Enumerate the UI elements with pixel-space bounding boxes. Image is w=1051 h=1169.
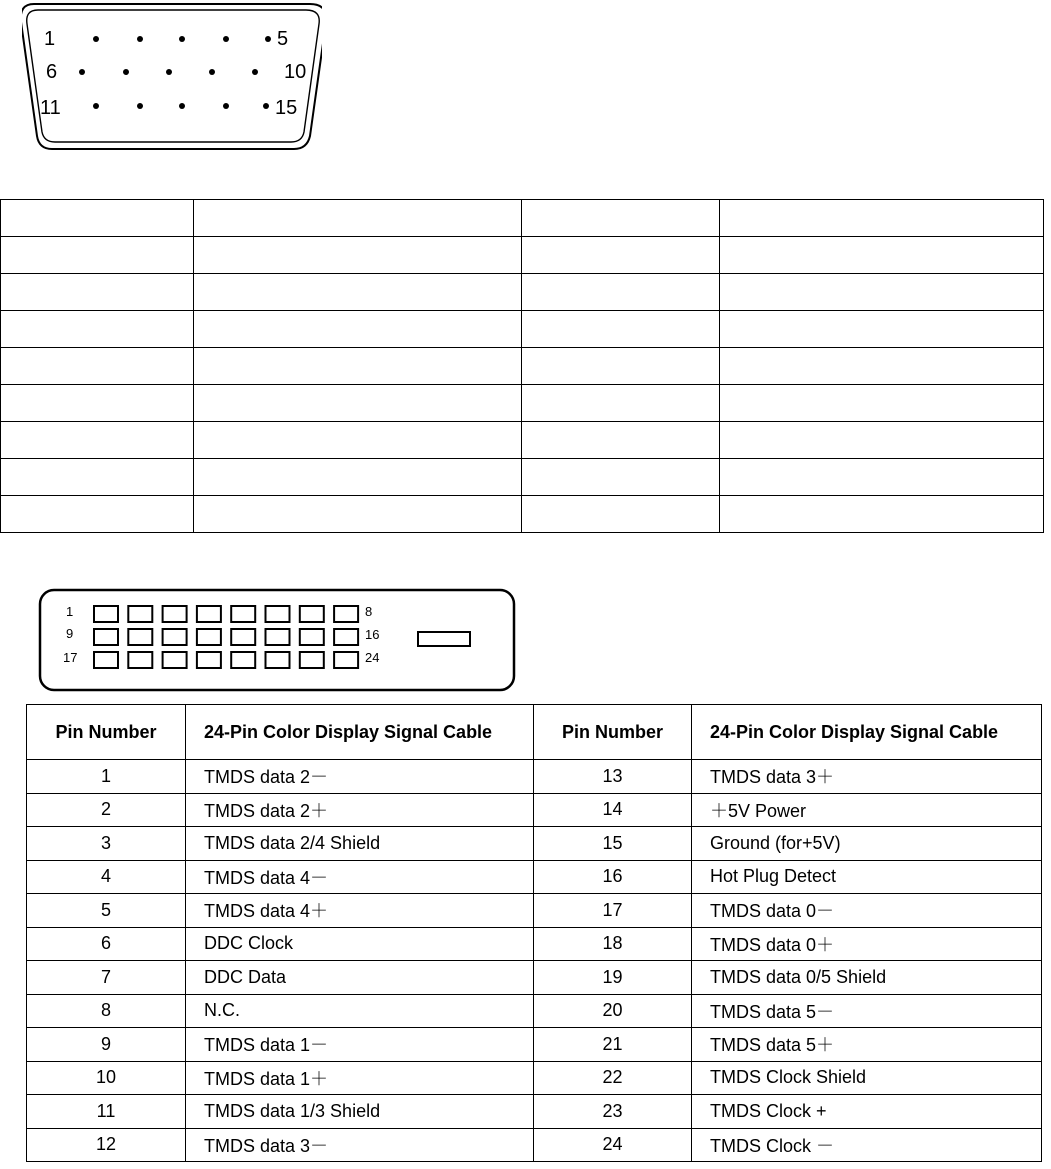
table-cell	[194, 274, 522, 311]
table-cell	[194, 459, 522, 496]
dvi-pin-square	[300, 606, 324, 622]
pin-number-cell: 7	[27, 961, 186, 995]
vga-pin-label: 1	[44, 28, 56, 50]
table-row	[27, 894, 1042, 928]
dvi-pin-square	[197, 629, 221, 645]
signal-cell: TMDS data 5＋	[692, 1028, 1042, 1062]
dvi-pin-square	[300, 629, 324, 645]
table-cell	[194, 385, 522, 422]
table-cell	[194, 422, 522, 459]
dvi-pin-square	[94, 629, 118, 645]
dvi-pin-label: 16	[365, 627, 380, 642]
table-cell	[522, 348, 720, 385]
pin-number-cell: 14	[534, 793, 692, 827]
dvi-pin-square	[334, 606, 358, 622]
table-cell	[1, 496, 194, 533]
vga-pin-dot	[265, 36, 271, 42]
pin-number-cell: 2	[27, 793, 186, 827]
vga-pin-dot	[93, 103, 99, 109]
signal-cell: TMDS Clock Shield	[692, 1061, 1042, 1095]
table-row	[1, 237, 1044, 274]
signal-cell: Ground (for+5V)	[692, 827, 1042, 861]
vga-pin-label: 6	[46, 61, 58, 83]
table-cell	[522, 496, 720, 533]
signal-cell: TMDS data 0－	[692, 894, 1042, 928]
table-cell	[522, 274, 720, 311]
table-cell	[522, 311, 720, 348]
table-row	[27, 760, 1042, 794]
dvi-pin-square	[231, 606, 255, 622]
table-row	[27, 860, 1042, 894]
vga-pin-dot	[79, 69, 85, 75]
pin-number-cell: 6	[27, 927, 186, 961]
signal-cell: TMDS data 0/5 Shield	[692, 961, 1042, 995]
dvi-pin-square	[334, 629, 358, 645]
table-cell	[522, 237, 720, 274]
table-row	[27, 1061, 1042, 1095]
table-cell	[1, 237, 194, 274]
pin-number-cell: 3	[27, 827, 186, 861]
table-row	[27, 827, 1042, 861]
vga-connector-outer-outline	[22, 4, 322, 149]
pin-number-cell: 9	[27, 1028, 186, 1062]
dvi-pin-label: 24	[365, 650, 380, 665]
dvi-pin-square	[128, 606, 152, 622]
dvi-pin-square	[300, 652, 324, 668]
table-cell	[194, 311, 522, 348]
dvi-pin-square	[266, 606, 290, 622]
vga-pin-dot	[252, 69, 258, 75]
dvi-pin-square	[128, 629, 152, 645]
dvi-pin-square	[94, 652, 118, 668]
table-cell	[720, 385, 1044, 422]
vga-pin-dot	[137, 36, 143, 42]
pin-number-header: Pin Number	[534, 705, 692, 760]
table-row	[1, 385, 1044, 422]
table-cell	[522, 200, 720, 237]
signal-cell: TMDS Clock +	[692, 1095, 1042, 1129]
dvi-pin-square	[128, 652, 152, 668]
signal-cell: TMDS data 4－	[186, 860, 534, 894]
vga-pin-dot	[263, 103, 269, 109]
dvi-pin-table	[26, 704, 1042, 1162]
pin-number-cell: 17	[534, 894, 692, 928]
vga-pin-dot	[123, 69, 129, 75]
table-row	[27, 1028, 1042, 1062]
dvi-pin-square	[266, 629, 290, 645]
table-row	[1, 459, 1044, 496]
dvi-pin-square	[197, 652, 221, 668]
vga-pin-dot	[179, 103, 185, 109]
table-cell	[522, 459, 720, 496]
signal-cell: ＋5V Power	[692, 793, 1042, 827]
table-cell	[720, 348, 1044, 385]
vga-connector-diagram	[22, 0, 322, 152]
pin-number-cell: 13	[534, 760, 692, 794]
table-row	[27, 793, 1042, 827]
pin-number-cell: 22	[534, 1061, 692, 1095]
pin-number-cell: 21	[534, 1028, 692, 1062]
pin-number-cell: 10	[27, 1061, 186, 1095]
table-cell	[1, 274, 194, 311]
dvi-pin-label: 17	[63, 650, 78, 665]
table-cell	[1, 422, 194, 459]
table-cell	[1, 311, 194, 348]
dvi-pin-square	[231, 629, 255, 645]
pin-number-cell: 18	[534, 927, 692, 961]
signal-cell: TMDS data 2－	[186, 760, 534, 794]
vga-pin-label: 5	[277, 28, 289, 50]
vga-pin-dot	[179, 36, 185, 42]
pin-number-cell: 23	[534, 1095, 692, 1129]
dvi-pin-square	[163, 606, 187, 622]
signal-cell: TMDS data 1－	[186, 1028, 534, 1062]
signal-cell: TMDS data 1＋	[186, 1061, 534, 1095]
dvi-pin-square	[163, 629, 187, 645]
dvi-pin-square	[266, 652, 290, 668]
vga-pin-dot	[166, 69, 172, 75]
dvi-pin-square	[94, 606, 118, 622]
dvi-pin-table-header-row	[27, 705, 1042, 760]
vga-pin-dot	[223, 103, 229, 109]
pin-number-cell: 15	[534, 827, 692, 861]
table-cell	[522, 385, 720, 422]
dvi-pin-square	[163, 652, 187, 668]
table-cell	[720, 311, 1044, 348]
table-cell	[1, 385, 194, 422]
table-row	[1, 496, 1044, 533]
pin-number-cell: 8	[27, 994, 186, 1028]
table-cell	[1, 348, 194, 385]
pin-number-header: Pin Number	[27, 705, 186, 760]
signal-cell: DDC Data	[186, 961, 534, 995]
pin-number-cell: 1	[27, 760, 186, 794]
dvi-connector-diagram	[38, 588, 518, 694]
table-cell	[720, 274, 1044, 311]
signal-cell: TMDS data 4＋	[186, 894, 534, 928]
signal-header: 24-Pin Color Display Signal Cable	[692, 705, 1042, 760]
table-cell	[720, 496, 1044, 533]
vga-pin-label: 15	[275, 97, 298, 119]
vga-pin-label: 11	[40, 97, 61, 119]
signal-cell: TMDS data 1/3 Shield	[186, 1095, 534, 1129]
table-row	[1, 274, 1044, 311]
table-cell	[720, 459, 1044, 496]
signal-cell: TMDS Clock －	[692, 1128, 1042, 1162]
dvi-pin-grid	[94, 606, 358, 668]
signal-cell: TMDS data 3＋	[692, 760, 1042, 794]
vga-pin-dot	[223, 36, 229, 42]
table-row	[27, 1128, 1042, 1162]
table-cell	[1, 459, 194, 496]
dvi-pin-square	[197, 606, 221, 622]
signal-cell: TMDS data 2＋	[186, 793, 534, 827]
vga-pin-table-body	[1, 200, 1044, 533]
pin-number-cell: 20	[534, 994, 692, 1028]
table-row	[1, 422, 1044, 459]
table-row	[27, 1095, 1042, 1129]
dvi-flat-blade	[418, 632, 470, 646]
vga-connector-inner-outline	[27, 10, 320, 142]
table-row	[27, 994, 1042, 1028]
pin-number-cell: 11	[27, 1095, 186, 1129]
signal-cell: DDC Clock	[186, 927, 534, 961]
pin-number-cell: 4	[27, 860, 186, 894]
dvi-pin-label: 9	[66, 626, 74, 641]
table-row	[1, 311, 1044, 348]
table-cell	[720, 422, 1044, 459]
dvi-pin-label: 8	[365, 604, 373, 619]
table-row	[1, 200, 1044, 237]
signal-cell: TMDS data 5－	[692, 994, 1042, 1028]
dvi-pin-label: 1	[66, 604, 74, 619]
vga-pin-label: 10	[284, 61, 307, 83]
vga-pin-dot	[93, 36, 99, 42]
pin-number-cell: 16	[534, 860, 692, 894]
pin-number-cell: 12	[27, 1128, 186, 1162]
table-cell	[194, 200, 522, 237]
table-cell	[194, 237, 522, 274]
table-cell	[720, 200, 1044, 237]
vga-pin-dot	[209, 69, 215, 75]
vga-pin-dots	[79, 36, 271, 109]
signal-header: 24-Pin Color Display Signal Cable	[186, 705, 534, 760]
signal-cell: N.C.	[186, 994, 534, 1028]
table-cell	[194, 348, 522, 385]
table-cell	[1, 200, 194, 237]
table-row	[27, 961, 1042, 995]
table-cell	[720, 237, 1044, 274]
dvi-pin-square	[231, 652, 255, 668]
dvi-pin-square	[334, 652, 358, 668]
signal-cell: TMDS data 3－	[186, 1128, 534, 1162]
signal-cell: Hot Plug Detect	[692, 860, 1042, 894]
table-cell	[522, 422, 720, 459]
pin-number-cell: 5	[27, 894, 186, 928]
table-row	[27, 927, 1042, 961]
table-row	[1, 348, 1044, 385]
signal-cell: TMDS data 2/4 Shield	[186, 827, 534, 861]
signal-cell: TMDS data 0＋	[692, 927, 1042, 961]
vga-pin-table	[0, 199, 1044, 533]
dvi-pin-table-body	[27, 760, 1042, 1162]
pin-number-cell: 19	[534, 961, 692, 995]
vga-pin-dot	[137, 103, 143, 109]
pin-number-cell: 24	[534, 1128, 692, 1162]
table-cell	[194, 496, 522, 533]
